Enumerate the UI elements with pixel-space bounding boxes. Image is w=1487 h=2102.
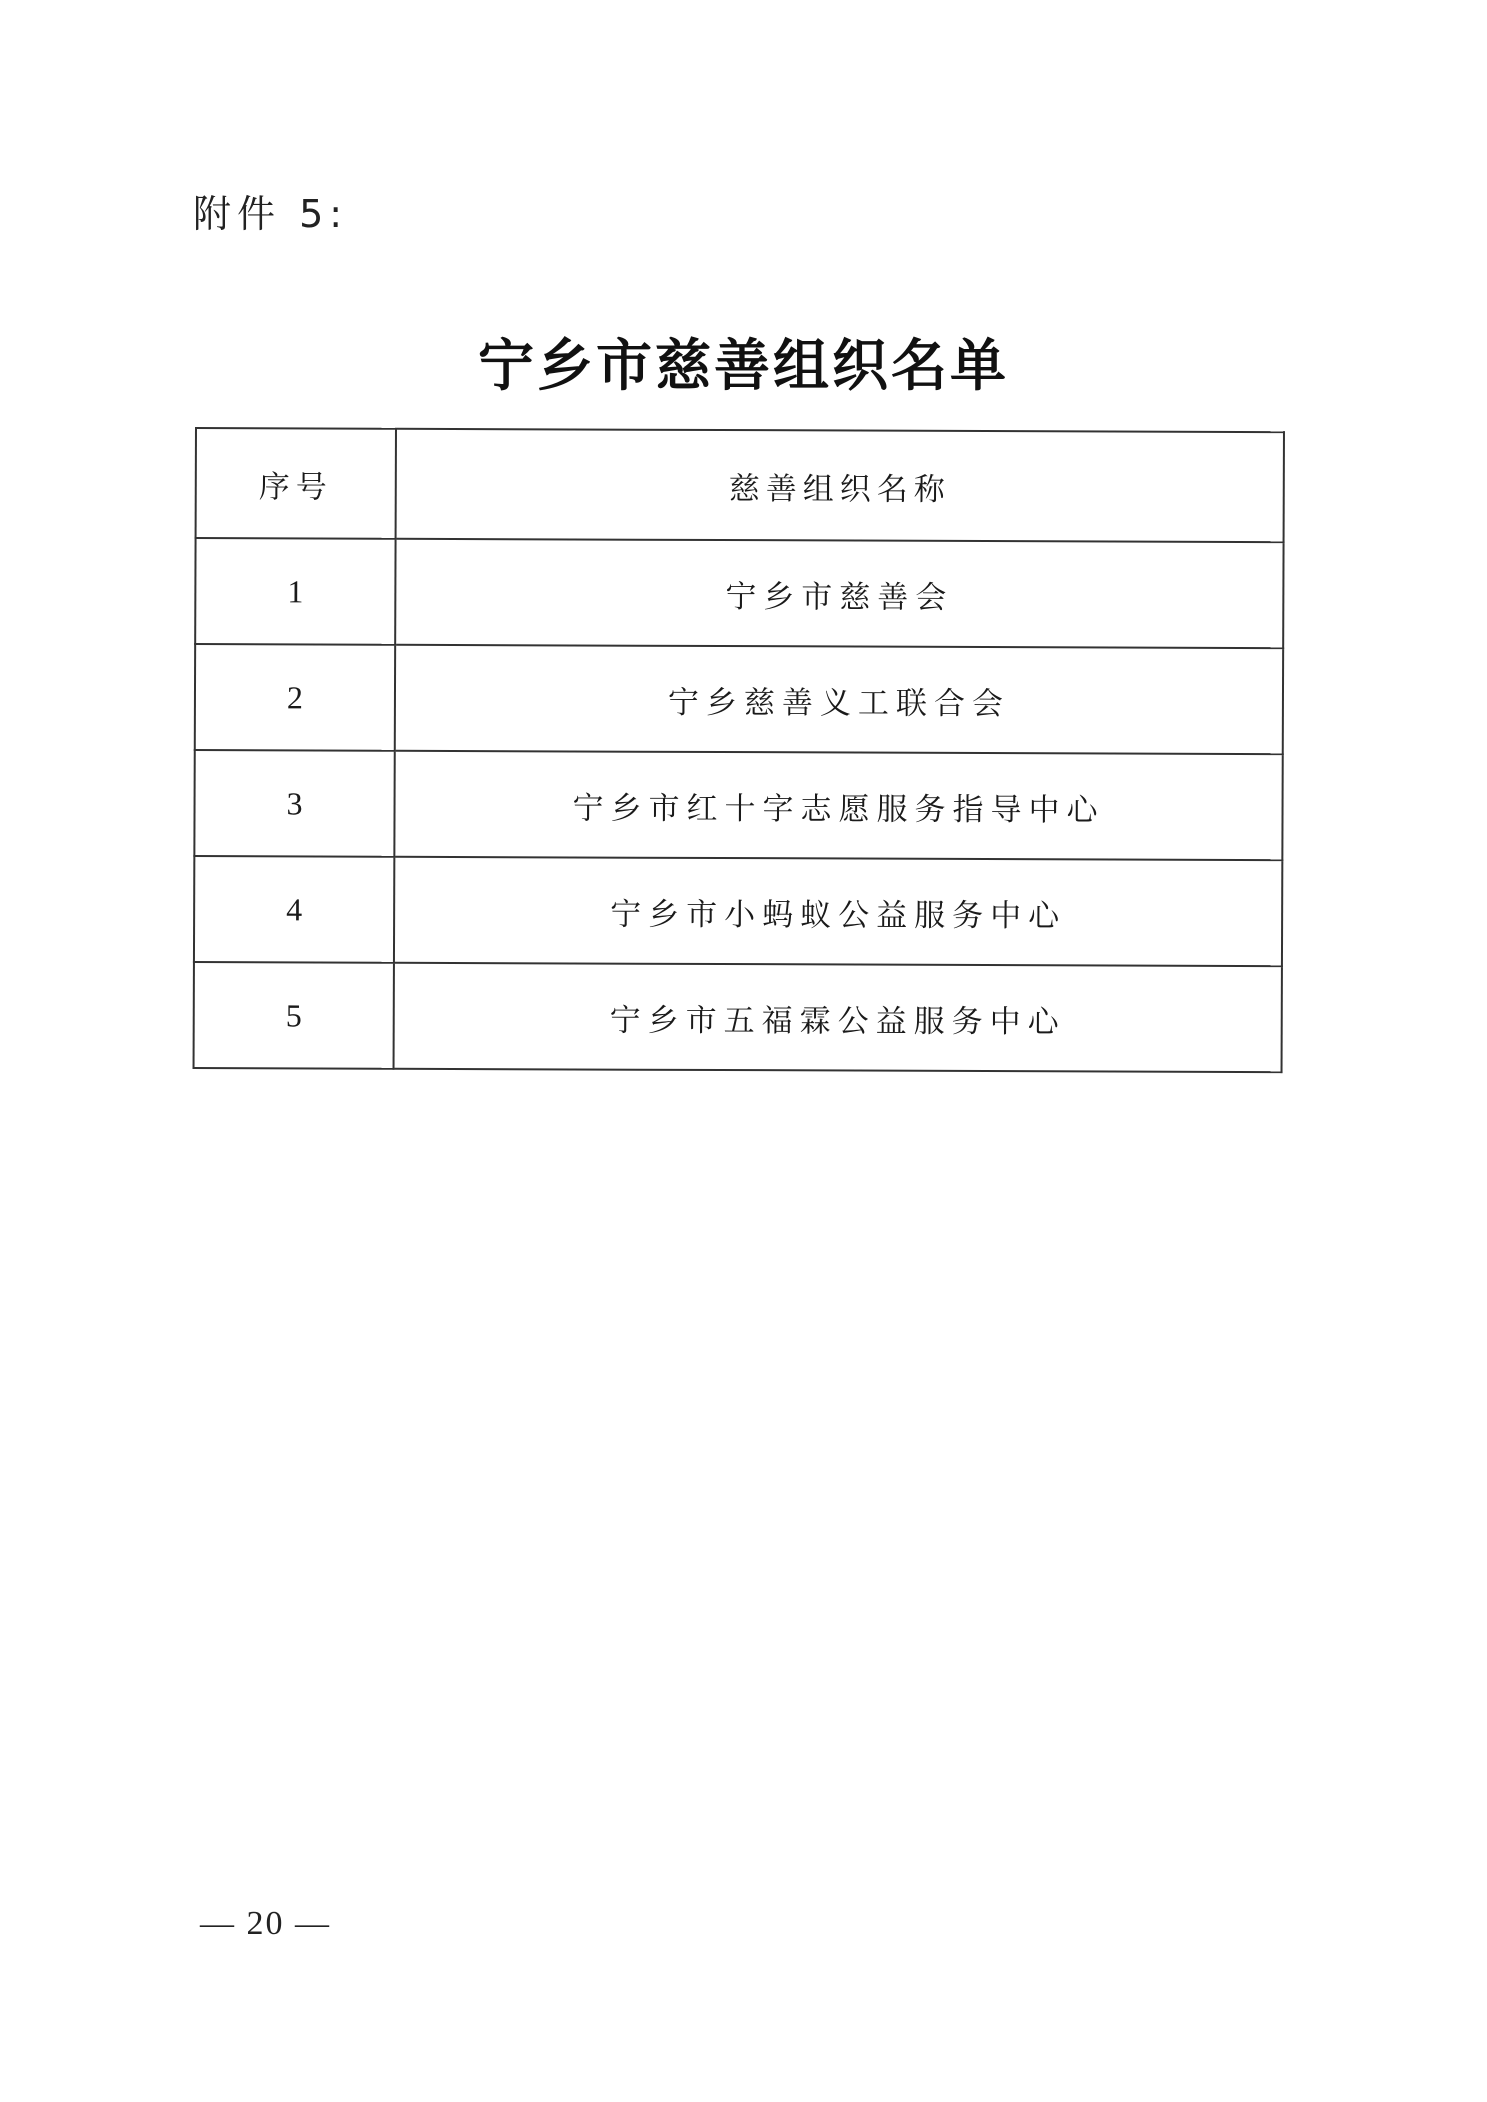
table-row (194, 750, 1282, 860)
table-row (194, 962, 1282, 1072)
row-index: 2 (195, 644, 395, 751)
row-index: 1 (195, 538, 395, 645)
table-header-row (196, 428, 1284, 542)
row-organization-name: 宁乡市五福霖公益服务中心 (394, 963, 1282, 1072)
row-organization-name: 宁乡慈善义工联合会 (395, 645, 1283, 754)
header-organization-name: 慈善组织名称 (396, 429, 1284, 542)
row-index: 5 (194, 962, 394, 1069)
page-number: — 20 — (200, 1905, 331, 1942)
table-row (195, 644, 1283, 754)
row-organization-name: 宁乡市小蚂蚁公益服务中心 (394, 857, 1282, 966)
document-title: 宁乡市慈善组织名单 (478, 333, 1009, 399)
row-index: 4 (194, 856, 394, 963)
row-organization-name: 宁乡市红十字志愿服务指导中心 (394, 751, 1282, 860)
row-index: 3 (194, 750, 394, 857)
charity-organization-table (193, 427, 1285, 1073)
table-row (194, 856, 1282, 966)
header-index: 序号 (196, 428, 396, 539)
table-row (195, 538, 1283, 648)
attachment-label: 附件 5: (193, 192, 349, 236)
row-organization-name: 宁乡市慈善会 (395, 539, 1283, 648)
